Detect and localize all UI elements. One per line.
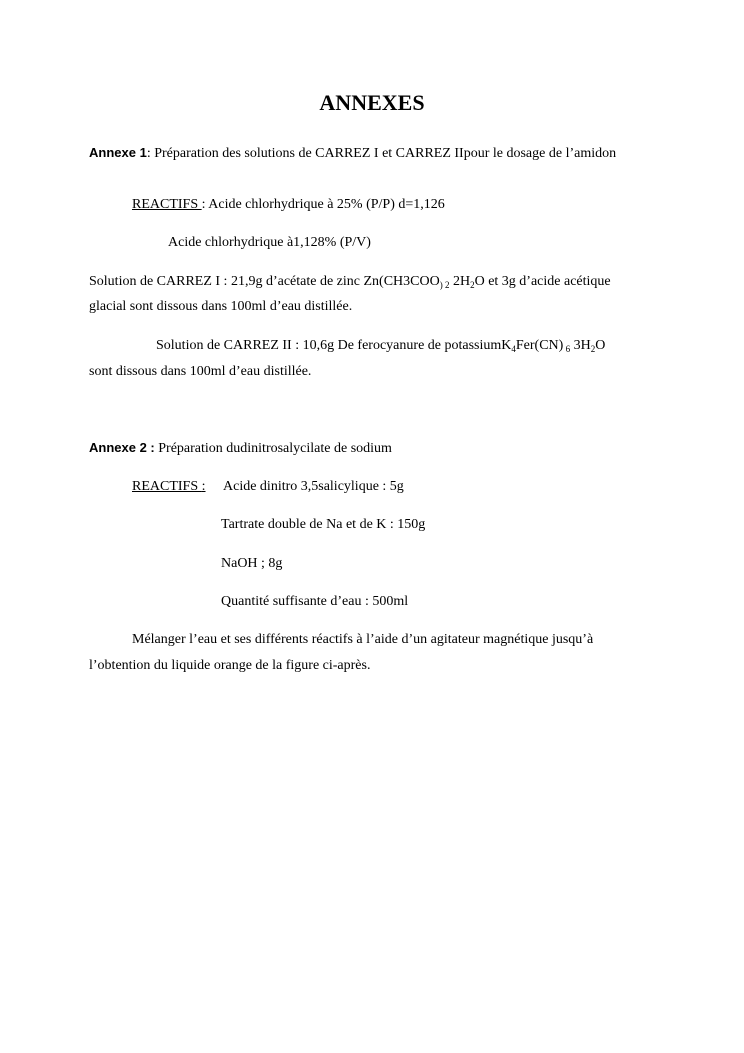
carrez2-sub-c: 2 [590, 344, 596, 354]
annexe1-label: Annexe 1 [89, 145, 147, 160]
reactif-item: NaOH ; 8g [221, 556, 283, 571]
annexe1-reactifs [132, 196, 445, 214]
carrez2-line2: sont dissous dans 100ml d’eau distillée. [89, 364, 312, 379]
carrez1-line2: glacial sont dissous dans 100ml d’eau distillée. [89, 299, 353, 314]
annexe2-paragraph-line1: Mélanger l’eau et ses différents réactifs à l’aide d’un agitateur magnétique jusqu’à [132, 632, 594, 647]
carrez1-sub-a: ) 2 [439, 280, 450, 290]
carrez1-text-b: 2H [449, 274, 471, 289]
carrez2-line1 [156, 337, 605, 355]
carrez1-text-a: Solution de CARREZ I : 21,9g d’acétate de zinc Zn(CH3COO [89, 274, 440, 289]
reactif-item: Tartrate double de Na et de K : 150g [221, 517, 426, 532]
annexe1-reactif-2: Acide chlorhydrique à1,128% (P/V) [168, 235, 371, 250]
carrez1-text-c: O et 3g d’acide acétique [474, 274, 611, 289]
reactif-item: Quantité suffisante d’eau : 500ml [221, 594, 409, 609]
annexe2-reactifs [132, 478, 206, 496]
carrez1-line1 [89, 273, 611, 291]
carrez2-sub-a: 4 [511, 344, 516, 354]
annexe1-heading-text: : Préparation des solutions de CARREZ I et CARREZ IIpour le dosage de l’amidon [146, 146, 617, 161]
annexe2-heading-text: Préparation dudinitrosalycilate de sodium [154, 441, 392, 456]
carrez2-text-a: Solution de CARREZ II : 10,6g De ferocyanure de potassiumK [156, 338, 512, 353]
carrez2-sub-b: 6 [563, 344, 571, 354]
annexe2-paragraph-line2: l’obtention du liquide orange de la figure ci-après. [89, 658, 371, 673]
annexe2-label: Annexe 2 : [89, 440, 155, 455]
annexe1-heading [89, 144, 616, 163]
carrez1-sub-b: 2 [470, 280, 475, 290]
carrez2-text-b: Fer(CN) [515, 338, 564, 353]
carrez2-text-c: 3H [570, 338, 591, 353]
page-title: ANNEXES [319, 90, 425, 115]
reactif-item: Acide dinitro 3,5salicylique : 5g [223, 479, 404, 494]
annexe2-reactifs-sep: : [201, 479, 206, 494]
annexe2-heading [89, 439, 392, 458]
annexe1-reactifs-label: REACTIFS [132, 197, 202, 212]
carrez2-text-d: O [595, 338, 606, 353]
annexe2-reactifs-label: REACTIFS [132, 479, 202, 494]
annexe1-reactifs-text: : Acide chlorhydrique à 25% (P/P) d=1,126 [201, 197, 445, 212]
